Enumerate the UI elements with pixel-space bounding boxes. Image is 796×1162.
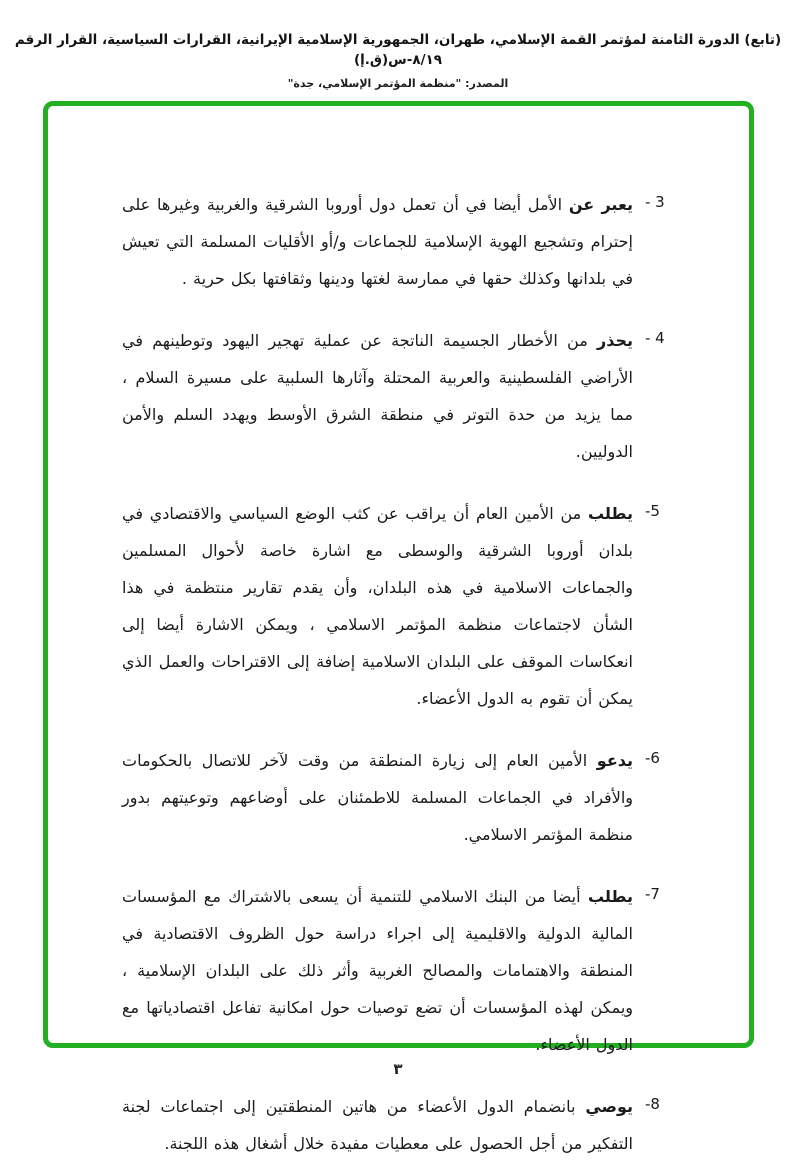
document-body (48, 106, 749, 1153)
paragraph-3 (122, 186, 677, 297)
paragraph-6-text (122, 742, 633, 853)
header-source: المصدر: "منظمة المؤتمر الإسلامي، جدة" (287, 76, 509, 90)
paragraph-3-body: الأمل أيضا في أن تعمل دول أوروبا الشرقية والغربية وغيرها على إحترام وتشجيع الهوية الإسلامية للجماعات و/أو الأقليات المسلمة التي تعيش في بلدانها وكذلك حقها في ممارسة لغتها ودينها وثقافتها بكل حرية . (122, 195, 633, 288)
paragraph-7-body: أيضا من البنك الاسلامي للتنمية أن يسعى بالاشتراك مع المؤسسات المالية الدولية والاقليمية إلى اجراء دراسة حول الظروف الاقتصادية في المنطقة والاهتمامات والمصالح الغربية وأثر ذلك على البلدان الإسلامية ، ويمكن لهذه المؤسسات أن تضع توصيات حول امكانية تفاعل اقتصادياتها مع الدول الأعضاء. (122, 887, 633, 1054)
paragraph-8-number: -8 (645, 1095, 660, 1113)
paragraph-5-body: من الأمين العام أن يراقب عن كثب الوضع السياسي والاقتصادي في بلدان أوروبا الشرقية والوسطى مع اشارة خاصة لأحوال المسلمين والجماعات الاسلامية في هذه البلدان، وأن يقدم تقارير منتظمة في هذا الشأن لاجتماعات منظمة المؤتمر الاسلامي ، ويمكن الاشارة أيضا إلى انعكاسات الموقف على البلدان الاسلامية إضافة إلى الاقتراحات والعمل الذي يمكن أن تقوم به الدول الأعضاء. (122, 504, 633, 708)
paragraph-5-number: -5 (645, 502, 660, 520)
paragraph-3-lead: يعبر عن (568, 195, 633, 214)
document-header (10, 30, 786, 90)
page-number: ٣ (393, 1060, 403, 1078)
paragraph-8-body: بانضمام الدول الأعضاء من هاتين المنطقتين إلى اجتماعات لجنة التفكير من أجل الحصول على معطيات مفيدة خلال أشغال هذه اللجنة. (122, 1097, 633, 1153)
paragraph-4-text (122, 322, 633, 470)
paragraph-4-body: من الأخطار الجسيمة الناتجة عن عملية تهجير اليهود وتوطينهم في الأراضي الفلسطينية والعربية المحتلة وآثارها السلبية على مسيرة السلام ، مما يزيد من حدة التوتر في منطقة الشرق الأوسط ويهدد السلم والأمن الدوليين. (122, 331, 633, 461)
paragraph-7 (122, 878, 677, 1063)
paragraph-8 (122, 1088, 677, 1162)
paragraph-6-lead: يدعو (596, 751, 633, 770)
paragraph-5-lead: يطلب (587, 504, 633, 523)
paragraph-6-body: الأمين العام إلى زيارة المنطقة من وقت لآخر للاتصال بالحكومات والأفراد في الجماعات المسلمة للاطمئنان على أوضاعهم وتوعيتهم بدور منظمة المؤتمر الاسلامي. (122, 751, 633, 844)
paragraph-3-text (122, 186, 633, 297)
paragraph-6 (122, 742, 677, 853)
paragraph-8-lead: يوصي (585, 1097, 633, 1116)
paragraph-4 (122, 322, 677, 470)
paragraph-6-number: -6 (645, 749, 660, 767)
paragraph-7-text (122, 878, 633, 1063)
header-title: (تابع) الدورة الثامنة لمؤتمر القمة الإسلامي، طهران، الجمهورية الإسلامية الإيرانية، القرارات السياسية، القرار الرقم ٨/١٩-س(ق.إ) (14, 32, 782, 69)
paragraph-7-number: -7 (645, 885, 660, 903)
paragraph-8-text (122, 1088, 633, 1162)
paragraph-7-lead: يطلب (587, 887, 633, 906)
paragraph-4-lead: يحذر (597, 331, 633, 350)
paragraph-5-text (122, 495, 633, 717)
paragraph-3-number: - 3 (645, 193, 665, 211)
paragraph-4-number: - 4 (645, 329, 665, 347)
paragraph-5 (122, 495, 677, 717)
